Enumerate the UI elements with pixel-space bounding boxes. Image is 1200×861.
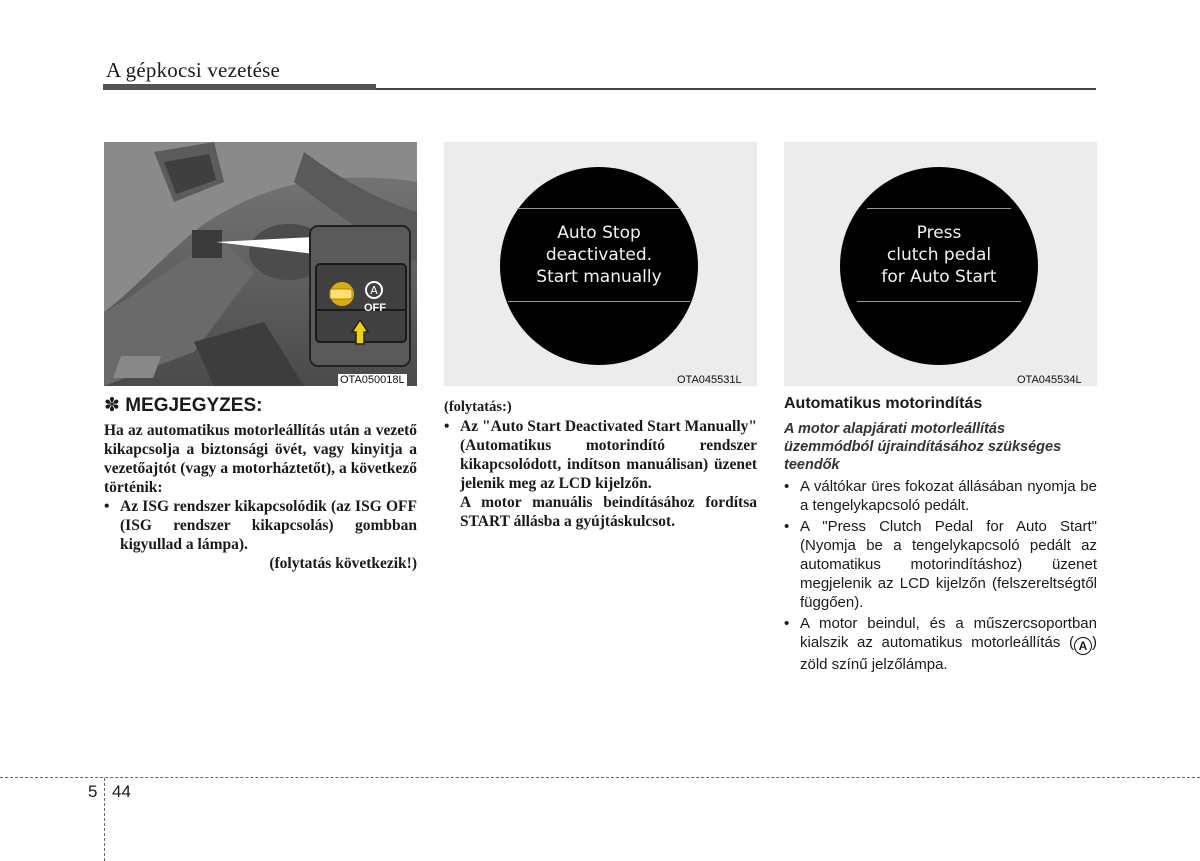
- list-item-text: [800, 614, 1097, 674]
- lcd-line: Press: [916, 223, 962, 243]
- dashboard-illustration: [104, 142, 417, 386]
- section-heading: Automatikus motorindítás: [784, 395, 983, 412]
- running-header-title: A gépkocsi vezetése: [106, 58, 281, 82]
- auto-stop-indicator-icon: A: [1074, 637, 1092, 655]
- lcd-display: [500, 167, 698, 365]
- list-item-text: A váltókar üres fokozat állásában nyomja be a tengelykapcsoló pedált.: [800, 478, 1097, 514]
- lcd-line: Start manually: [536, 267, 662, 287]
- list-item-text: Az "Auto Start Deactivated Start Manually" (Automatikus motorindító rendszer kikapcsolódott, indítson manuálisan) üzenet jelenik meg az LCD kijelzőn.: [460, 418, 757, 492]
- bullet-dot: •: [784, 615, 790, 632]
- lcd-press-clutch-figure: [784, 142, 1097, 386]
- note-heading: ✽ MEGJEGYZES:: [104, 395, 263, 416]
- lcd-auto-stop-figure: [444, 142, 757, 386]
- isg-off-label: OFF: [364, 302, 386, 314]
- note-intro: Ha az automatikus motorleállítás után a vezető kikapcsolja a biztonsági övét, vagy kinyitja a vezetőajtót (vagy a motorháztetőt), a következő történik:: [104, 422, 417, 496]
- lcd-line: for Auto Start: [881, 267, 997, 287]
- divider: [857, 301, 1021, 302]
- note-column: [104, 394, 417, 573]
- footer-rule: [0, 777, 1200, 778]
- bullet-dot: •: [784, 518, 790, 535]
- divider: [517, 208, 681, 209]
- lcd-display: [840, 167, 1038, 365]
- bullet-dot: •: [104, 498, 110, 515]
- lcd-line: Auto Stop: [557, 223, 641, 243]
- list-item: [784, 517, 1097, 612]
- list-item: [444, 417, 757, 493]
- continued-label: (folytatás:): [444, 399, 512, 415]
- chapter-number: 5: [88, 782, 98, 801]
- text-column-3: [784, 395, 1097, 676]
- lcd-line: deactivated.: [545, 245, 653, 265]
- list-item-text-part: ) zöld színű jelzőlámpa.: [800, 634, 1097, 673]
- svg-text:A: A: [370, 284, 378, 297]
- lcd-message: [840, 222, 1038, 288]
- lcd-message: [500, 222, 698, 288]
- list-item-text: A "Press Clutch Pedal for Auto Start" (Nyomja be a tengelykapcsoló pedált az automatikus motorindításhoz) üzenet megjelenik az LCD kijelzőn (felszereltségtől függően).: [800, 518, 1097, 611]
- bullet-dot: •: [444, 418, 450, 435]
- list-item: [784, 477, 1097, 515]
- divider: [508, 301, 690, 302]
- list-item-text: Az ISG rendszer kikapcsolódik (az ISG OFF (ISG rendszer kikapcsolás) gombban kigyullad a lámpa).: [120, 498, 417, 553]
- footer-vertical-rule: [104, 778, 105, 861]
- figure-caption: OTA050018L: [340, 374, 405, 386]
- figure-caption: OTA045531L: [677, 374, 742, 386]
- list-item: [104, 497, 417, 554]
- paragraph: A motor manuális beindításához fordítsa START állásba a gyújtáskulcsot.: [460, 494, 757, 530]
- section-subheading: A motor alapjárati motorleállítás üzemmódból újraindításához szükséges teendők: [784, 421, 1062, 473]
- header-rule-thin: [376, 88, 1096, 90]
- header-rule-thick: [103, 84, 376, 90]
- list-item-text-part: A motor beindul, és a műszercsoportban kialszik az automatikus motorleállítás (: [800, 615, 1097, 651]
- figure-caption: OTA045534L: [1017, 374, 1082, 386]
- list-item: [784, 614, 1097, 674]
- continued-label: (folytatás következik!): [269, 555, 417, 572]
- lcd-line: clutch pedal: [886, 245, 992, 265]
- dashboard-isg-photo: [104, 142, 417, 386]
- bullet-dot: •: [784, 478, 790, 495]
- divider: [867, 208, 1011, 209]
- page-number: 44: [112, 782, 131, 801]
- text-column-2: [444, 398, 757, 531]
